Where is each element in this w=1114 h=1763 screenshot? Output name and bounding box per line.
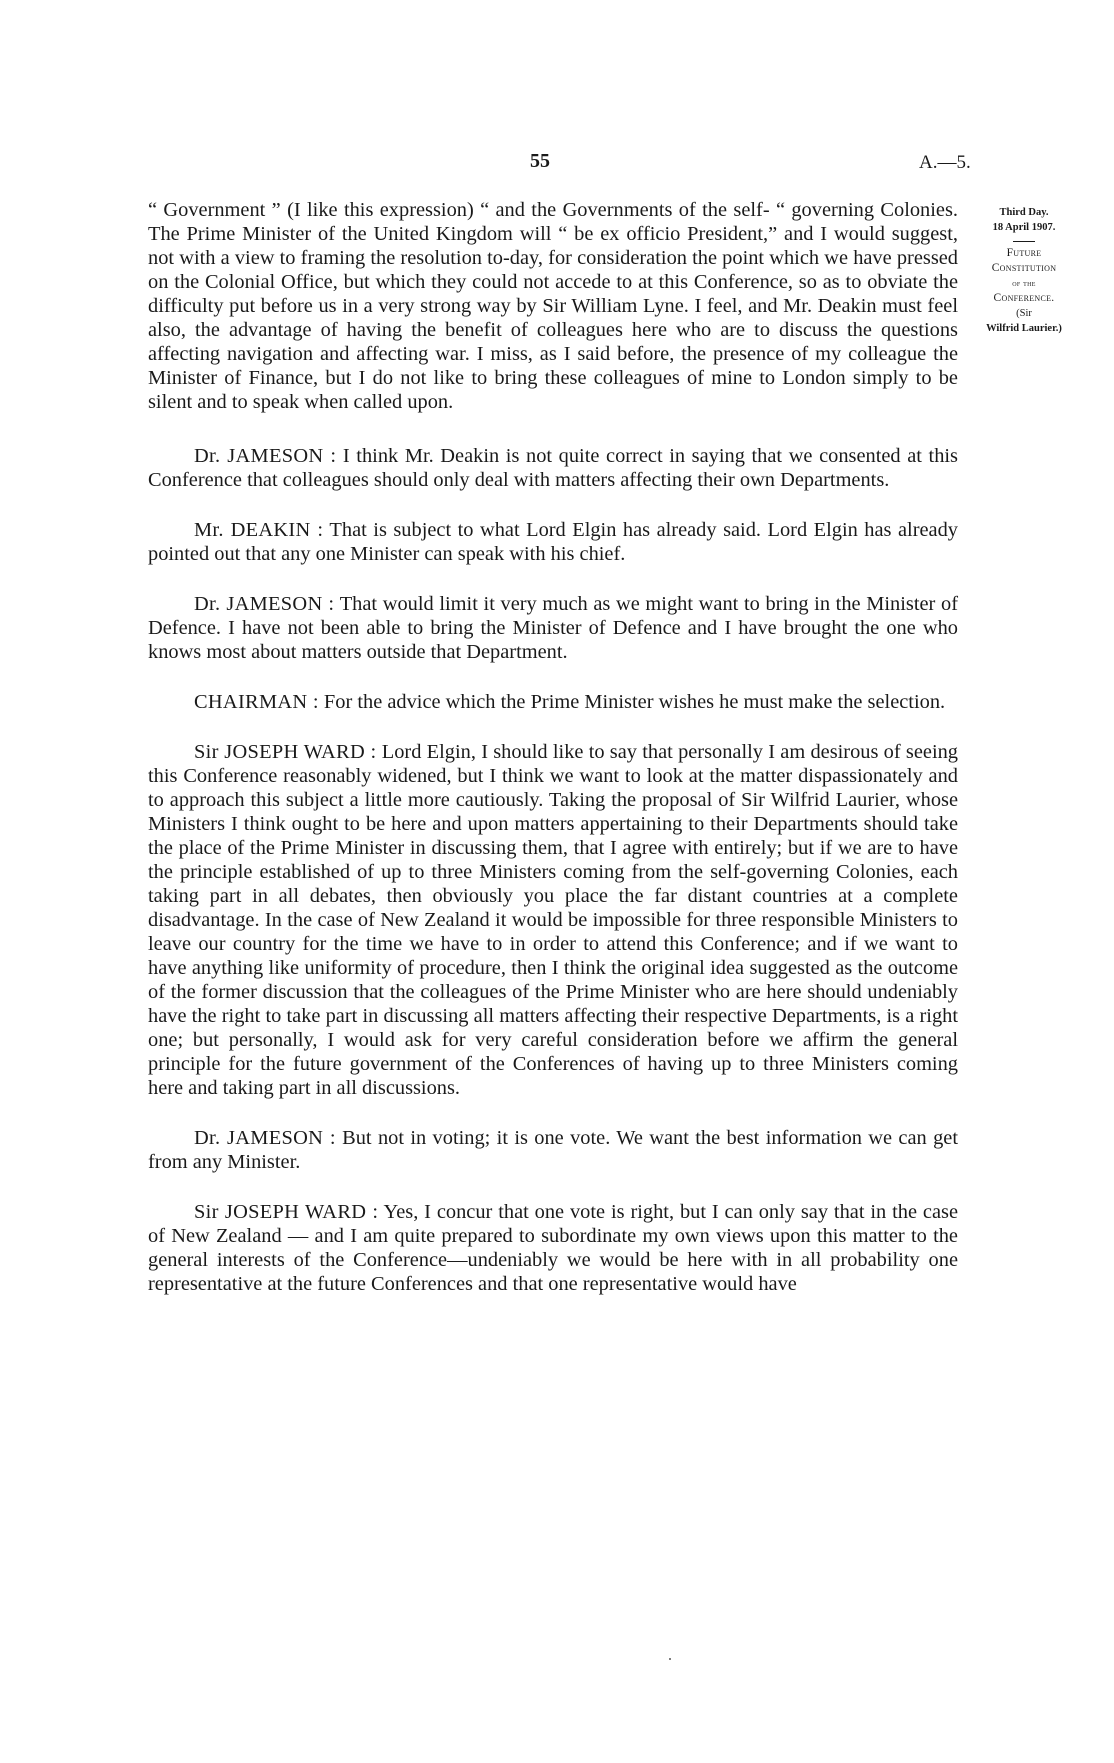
- paragraph-text: I think Mr. Deakin is not quite correct in saying that we consented at this Conference that colleagues should only deal with matters affecting their own Departments.: [148, 445, 958, 491]
- paragraph-text: Lord Elgin, I should like to say that personally I am desirous of seeing this Conference reasonably widened, but I think we want to look at the matter dispassionately and to approach this subject a little more cautiously. Taking the proposal of Sir Wilfrid Laurier, whose Ministers I think ought to be here and upon matters appertaining to their Departments should take the place of the Prime Minister in discussing them, that I agree with entirely; but if we are to have the principle established of up to three Ministers coming from the self-governing Colonies, each taking part in all debates, then obviously you place the far distant countries at a complete disadvantage. In the case of New Zealand it would be impossible for three responsible Ministers to leave our country for the time we have to in order to attend this Conference; and if we want to have anything like uniformity of procedure, then I think the original idea suggested as the outcome of the former discussion that the colleagues of the Prime Minister who are here should undeniably have the right to take part in discussing all matters affecting their respective Departments, is a right one; but personally, I would ask for very careful consideration before we affirm the general principle for the future government of the Conferences of having up to three Ministers coming here and taking part in all discussions.: [148, 741, 958, 1099]
- page-number: 55: [530, 150, 550, 172]
- paragraph: [148, 690, 958, 714]
- paragraph-text: That would limit it very much as we might want to bring in the Minister of Defence. I have not been able to bring the Minister of Defence and I have brought the one who knows most about matters outside that Department.: [148, 593, 958, 663]
- margin-topic-line1: Future: [1006, 247, 1042, 259]
- paragraph-text: But not in voting; it is one vote. We want the best information we can get from any Minister.: [148, 1127, 958, 1173]
- margin-topic-line2: Constitution: [991, 262, 1057, 274]
- margin-topic-line3: of the: [1012, 278, 1036, 288]
- speaker-name: Dr. JAMESON :: [194, 593, 335, 615]
- paragraph: [148, 592, 958, 664]
- paragraph: [148, 1200, 958, 1296]
- paragraph: [148, 740, 958, 1100]
- speaker-name: CHAIRMAN :: [194, 691, 319, 713]
- document-reference: A.—5.: [919, 152, 971, 173]
- margin-divider: [1013, 241, 1035, 242]
- margin-speaker-line2: Wilfrid Laurier.): [986, 323, 1062, 334]
- paragraph: [148, 444, 958, 492]
- margin-day: Third Day.: [999, 207, 1049, 218]
- paragraph: [148, 518, 958, 566]
- speaker-name: Sir JOSEPH WARD :: [194, 1201, 379, 1223]
- margin-speaker-line1: (Sir: [1016, 308, 1032, 319]
- paragraph: [148, 1126, 958, 1174]
- speaker-name: Dr. JAMESON :: [194, 445, 337, 467]
- speaker-name: Sir JOSEPH WARD :: [194, 741, 377, 763]
- paragraph-text: Yes, I concur that one vote is right, but I can only say that in the case of New Zealand — and I am quite prepared to subordinate my own views upon this matter to the general interests of the Conference—undeniably we would be here with in all probability one representative at the future Conferences and that one representative would have: [148, 1201, 959, 1295]
- speaker-name: Mr. DEAKIN :: [194, 519, 324, 541]
- margin-date: 18 April 1907.: [992, 222, 1056, 233]
- paragraph-text: That is subject to what Lord Elgin has already said. Lord Elgin has already pointed out that any one Minister can speak with his chief.: [148, 519, 958, 565]
- margin-topic-line4: Conference.: [993, 292, 1055, 304]
- speaker-name: Dr. JAMESON :: [194, 1127, 336, 1149]
- margin-note: [968, 205, 1080, 336]
- document-body: [148, 198, 958, 1322]
- paragraph-text: For the advice which the Prime Minister wishes he must make the selection.: [323, 691, 946, 713]
- paragraph: [148, 198, 958, 414]
- print-speck: [669, 1658, 671, 1660]
- paragraph-text: “ Government ” (I like this expression) “ and the Governments of the self- “ governing Colonies. The Prime Minister of the United Kingdom will “ be ex officio President,” and I would suggest, not with a view to framing the resolution to-day, for consideration the point which we have pressed on the Colonial Office, but which they could not accede to at this Conference, so as to obviate the difficulty put before us in a very strong way by Sir William Lyne. I feel, and Mr. Deakin must feel also, the advantage of having the benefit of colleagues here who are to discuss the questions affecting navigation and affecting war. I miss, as I said before, the presence of my colleague the Minister of Finance, but I do not like to bring these colleagues of mine to London simply to be silent and to speak when called upon.: [148, 199, 958, 413]
